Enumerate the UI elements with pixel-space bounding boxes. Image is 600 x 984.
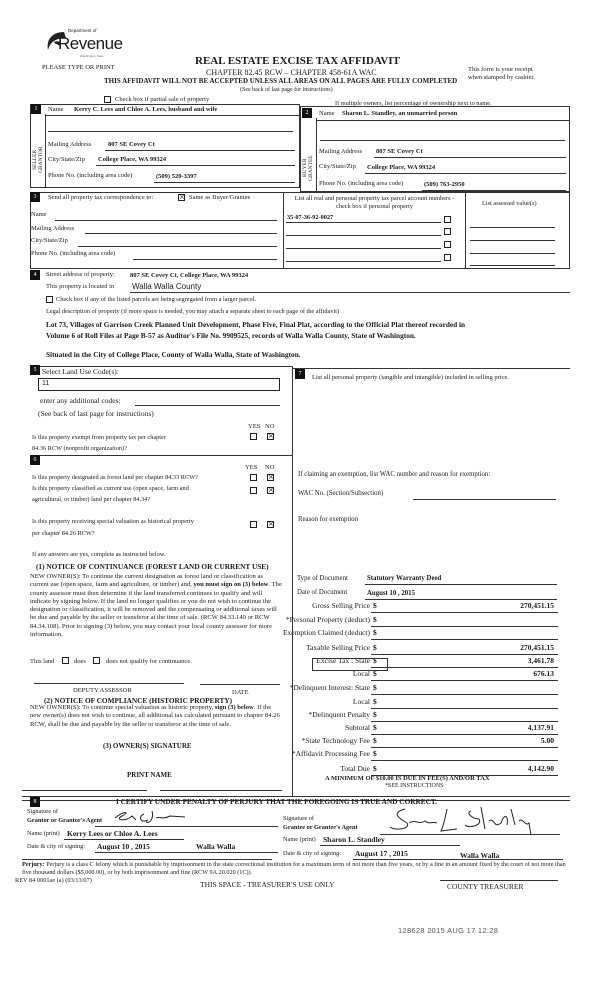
- fee-label: *Affidavit Processing Fee: [291, 749, 370, 758]
- seller-side-label: SELLER GRANTOR: [32, 146, 44, 174]
- perjury-notice: Perjury: Perjury is a class C felony which is punishable by imprisonment in the state correctional institution for a maximum term of not more than five years, or by a fine in an amount fixed by the court of not more than five thousand dollars ($5,000.00), or by both imprisonment and fine (RCW 9A.20.020 (1C)).: [22, 861, 566, 876]
- document-date[interactable]: August 10 , 2015: [367, 590, 415, 597]
- current-use-no-checkbox[interactable]: ×: [268, 486, 274, 494]
- section-number: 2: [302, 108, 312, 118]
- personal-property-checkbox[interactable]: [444, 216, 451, 223]
- seller-phone[interactable]: (509) 520-3397: [156, 173, 197, 180]
- property-street-address[interactable]: 807 SE Covey Ct, College Place, WA 99324: [130, 272, 249, 279]
- form-chapter: CHAPTER 82.45 RCW – CHAPTER 458-61A WAC: [206, 68, 377, 77]
- minimum-due-note: A MINIMUM OF $10.00 IS DUE IN FEE(S) AND/OR TAX: [325, 775, 490, 782]
- fee-value[interactable]: 270,451.15: [520, 643, 554, 652]
- dollar-sign: $: [373, 669, 377, 678]
- dollar-sign: $: [373, 615, 377, 624]
- legal-description[interactable]: Lot 73, Villages of Garrison Creek Planned Unit Development, Phase Five, Final Plat, according to the Official Plat thereof recorded in: [46, 320, 466, 329]
- exempt-no-checkbox[interactable]: ×: [268, 432, 274, 440]
- fee-label: Subtotal: [344, 723, 370, 732]
- see-back: (See back of last page for instructions): [240, 87, 333, 93]
- personal-property-checkbox[interactable]: [444, 228, 451, 235]
- dollar-sign: $: [373, 656, 377, 665]
- fee-table: [283, 601, 558, 771]
- receipt-note: This form is your receipt: [468, 66, 533, 73]
- fee-line: [371, 680, 558, 681]
- please-type: PLEASE TYPE OR PRINT: [42, 64, 115, 71]
- fee-line: [371, 626, 558, 627]
- notice-continuance-text: NEW OWNER(S): To continue the current designation as forest land or classification as current use (open space, farm and agriculture, or timber) and, you must sign on (3) below. The county assessor must then determine if the land transferred continues to qualify and will indicate by signing below. If the land no longer qualifies or you do not wish to continue the designation or classification, it will be removed and the compensating or additional taxes will be due and payable by the seller or transferor at the time of sale. (RCW 84.33.140 or RCW 84.34.108). Prior to signing (3) below, you may contact your local county assessor for more information.: [30, 573, 282, 639]
- fee-label: *Personal Property (deduct): [285, 615, 370, 624]
- fee-row: [283, 723, 558, 735]
- personal-property-checkbox[interactable]: [444, 241, 451, 248]
- buyer-mailing-address[interactable]: 807 SE Covey Ct: [376, 148, 423, 155]
- historical-yes-checkbox[interactable]: [250, 521, 257, 528]
- buyer-side-label: BUYER GRANTEE: [302, 155, 314, 181]
- buyer-phone[interactable]: (509) 763-2950: [424, 181, 465, 188]
- section-number: 3: [30, 192, 40, 202]
- segregated-checkbox[interactable]: [46, 296, 53, 303]
- section-number: 6: [30, 455, 40, 465]
- fee-line: [371, 734, 558, 735]
- forest-yes-checkbox[interactable]: [250, 474, 257, 481]
- dollar-sign: $: [373, 601, 377, 610]
- dollar-sign: $: [373, 710, 377, 719]
- grantee-print-name[interactable]: Sharon L. Standley: [323, 835, 385, 844]
- fee-label: Local: [352, 697, 370, 706]
- fee-row: [283, 710, 558, 722]
- fee-line: [371, 721, 558, 722]
- multiple-owners-note: If multiple owners, list percentage of ownership next to name.: [335, 100, 492, 107]
- treasurer-stamp: 128628 2015 AUG 17 12:28: [398, 926, 499, 935]
- grantee-signature[interactable]: [385, 805, 535, 835]
- fee-line: [371, 760, 558, 761]
- parcel-number[interactable]: 35-07-36-92-0027: [287, 214, 334, 221]
- additional-codes-input[interactable]: [135, 405, 280, 406]
- dollar-sign: $: [373, 697, 377, 706]
- buyer-city[interactable]: College Place, WA 99324: [367, 164, 436, 171]
- fee-label: Total Due: [340, 764, 370, 773]
- fee-label: Gross Selling Price: [312, 601, 370, 610]
- fee-row: [283, 697, 558, 709]
- buyer-name[interactable]: Sharon L. Standley, an unmarried person: [342, 110, 458, 117]
- form-revision: REV 84 0001ae (a) (03/13/07): [15, 877, 92, 884]
- fee-line: [371, 694, 558, 695]
- fee-line: [371, 612, 558, 613]
- land-use-code-input[interactable]: 11: [38, 378, 280, 391]
- notice-continuance-title: (1) NOTICE OF CONTINUANCE (FOREST LAND OR CURRENT USE): [36, 562, 269, 571]
- county-treasurer: COUNTY TREASURER: [447, 882, 524, 891]
- section-number: 7: [295, 369, 305, 379]
- local-code-box[interactable]: [312, 658, 388, 671]
- document-type[interactable]: Statutory Warranty Deed: [367, 575, 442, 582]
- county-select[interactable]: Walla Walla County: [132, 282, 202, 291]
- seller-name[interactable]: Kerry C. Lees and Chloe A. Lees, husband and wife: [74, 106, 218, 113]
- fee-value[interactable]: 270,451.15: [520, 601, 554, 610]
- dollar-sign: $: [373, 628, 377, 637]
- grantor-sign-date[interactable]: August 10 , 2015: [97, 842, 150, 851]
- legal-description-3[interactable]: Situated in the City of College Place, County of Walla Walla, State of Washington.: [46, 350, 301, 359]
- notice-compliance-text: NEW OWNER(S): To continue special valuation as historic property, sign (3) below. If the new owner(s) does not wish to continue, all additional tax calculated pursuant to chapter 84.26 RCW, shall be due and payable by the seller or transferor at the time of sale.: [30, 704, 280, 728]
- does-qualify-checkbox[interactable]: [62, 657, 69, 664]
- fee-line: [371, 654, 558, 655]
- certify-statement: I CERTIFY UNDER PENALTY OF PERJURY THAT THE FOREGOING IS TRUE AND CORRECT.: [116, 797, 438, 806]
- dollar-sign: $: [373, 749, 377, 758]
- grantor-sign-city[interactable]: Walla Walla: [196, 842, 236, 851]
- same-as-buyer-checkbox[interactable]: ×: [179, 193, 185, 201]
- personal-property-label: List all personal property (tangible and intangible) included in selling price.: [312, 374, 509, 381]
- fee-row: [283, 683, 558, 695]
- see-instructions: *SEE INSTRUCTIONS: [385, 783, 444, 789]
- dollar-sign: $: [373, 764, 377, 773]
- current-use-yes-checkbox[interactable]: [250, 487, 257, 494]
- receipt-note-2: when stamped by cashier.: [468, 74, 535, 81]
- fee-label: Local: [352, 669, 370, 678]
- grantee-sign-date[interactable]: August 17 , 2015: [355, 849, 408, 858]
- fee-label: *Delinquent Interest: State: [289, 683, 370, 692]
- grantee-sign-city[interactable]: Walla Walla: [460, 851, 500, 860]
- exempt-yes-checkbox[interactable]: [250, 433, 257, 440]
- fee-label: Excise Tax : State: [316, 656, 370, 665]
- section-number: 1: [31, 104, 41, 114]
- print-name-label: PRINT NAME: [127, 771, 172, 779]
- partial-sale-label: Check box if partial sale of property: [115, 96, 210, 103]
- parcel-header: List all real and personal property tax parcel account numbers - check box if personal property: [294, 195, 455, 210]
- fee-value[interactable]: 4,142.90: [527, 764, 554, 773]
- fee-row: [283, 749, 558, 761]
- fee-label: *Delinquent Penalty: [308, 710, 370, 719]
- fee-line: [371, 639, 558, 640]
- fee-label: Exemption Claimed (deduct): [282, 628, 370, 637]
- fee-row: [283, 643, 558, 655]
- fee-line: [371, 667, 558, 668]
- partial-sale-checkbox[interactable]: [104, 96, 111, 103]
- notice-compliance-title: (2) NOTICE OF COMPLIANCE (HISTORIC PROPERTY): [44, 696, 233, 705]
- forest-no-checkbox[interactable]: ×: [268, 473, 274, 481]
- personal-property-checkbox[interactable]: [444, 254, 451, 261]
- fee-row: [283, 615, 558, 627]
- legal-description-2[interactable]: Volume 6 of Roll Files at Page B-57 as Auditor's File No. 9909525, records of Walla Walla County, State of Washington.: [46, 331, 416, 340]
- fee-line: [371, 747, 558, 748]
- seller-mailing-address[interactable]: 807 SE Covey Ct: [108, 141, 155, 148]
- fee-label: *State Technology Fee: [301, 736, 370, 745]
- grantor-print-name[interactable]: Kerry Lees or Chloe A. Lees: [67, 829, 158, 838]
- fee-line: [371, 708, 558, 709]
- dollar-sign: $: [373, 643, 377, 652]
- fee-label: Taxable Selling Price: [305, 643, 370, 652]
- fee-row: [283, 736, 558, 748]
- fee-value[interactable]: 5.00: [540, 736, 554, 745]
- fee-value[interactable]: 3,461.78: [527, 656, 554, 665]
- dollar-sign: $: [373, 723, 377, 732]
- assessed-header: List assessed value(s): [482, 200, 537, 207]
- fee-row: [283, 601, 558, 613]
- form-title: REAL ESTATE EXCISE TAX AFFIDAVIT: [195, 55, 400, 67]
- section-number: 4: [30, 270, 40, 280]
- seller-city[interactable]: College Place, WA 99324: [98, 156, 167, 163]
- form-warning: THIS AFFIDAVIT WILL NOT BE ACCEPTED UNLESS ALL AREAS ON ALL PAGES ARE FULLY COMPLETED: [104, 77, 458, 85]
- fee-row: [283, 628, 558, 640]
- fee-value[interactable]: 676.13: [533, 669, 554, 678]
- grantor-signature[interactable]: [110, 808, 190, 826]
- dollar-sign: $: [373, 683, 377, 692]
- revenue-logo: Department of Revenue Washington State: [44, 22, 124, 62]
- treasurer-use-only: THIS SPACE - TREASURER'S USE ONLY: [200, 880, 335, 889]
- section-number: 8: [30, 797, 40, 807]
- historical-no-checkbox[interactable]: ×: [268, 520, 274, 528]
- section-number: 5: [30, 365, 40, 375]
- wac-number-input[interactable]: [413, 499, 556, 500]
- does-not-qualify-checkbox[interactable]: [93, 657, 100, 664]
- dollar-sign: $: [373, 736, 377, 745]
- fee-value[interactable]: 4,137.91: [527, 723, 554, 732]
- owner-signature-label: (3) OWNER(S) SIGNATURE: [103, 742, 192, 750]
